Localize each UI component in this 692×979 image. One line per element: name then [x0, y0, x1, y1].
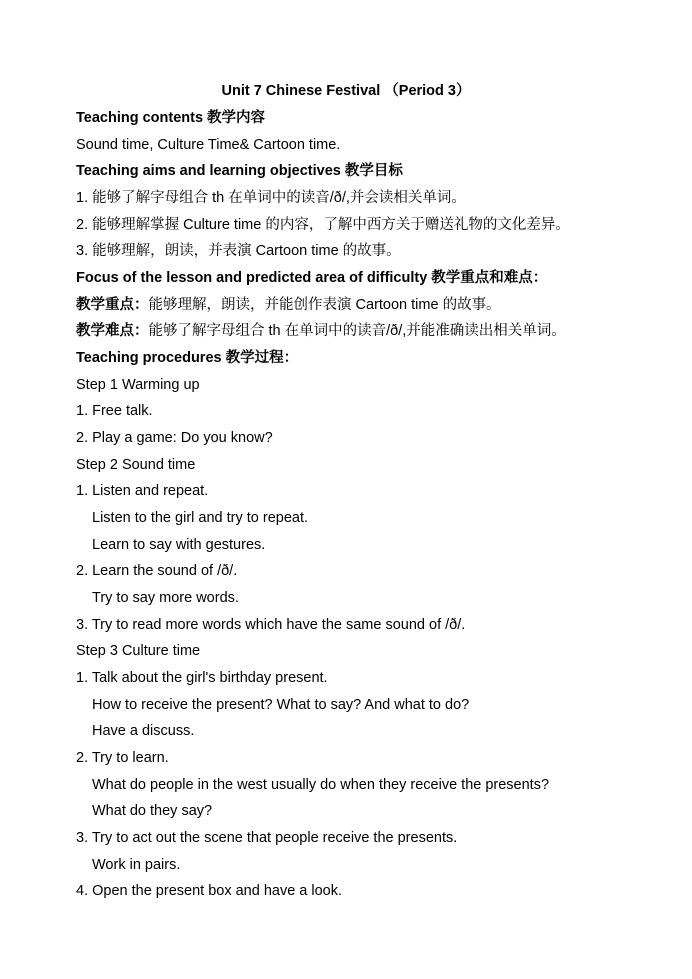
contents-text: Sound time, Culture Time& Cartoon time. [76, 137, 341, 153]
focus-heading: Focus of the lesson and predicted area of difficulty 教学重点和难点： [76, 270, 548, 286]
aim-item: 2. 能够理解掌握 Culture time 的内容，了解中西方关于赠送礼物的文化差异。 [76, 217, 570, 233]
focus-key-point [76, 296, 501, 314]
procedure-item: 4. Open the present box and have a look. [76, 883, 343, 899]
procedure-subitem: How to receive the present? What to say? And what to do? [92, 697, 470, 713]
procedure-item: 2. Try to learn. [76, 750, 169, 766]
procedure-subitem: Have a discuss. [92, 723, 195, 739]
procedure-subitem: Try to say more words. [92, 590, 239, 606]
focus-difficulty-text: 能够了解字母组合 th 在单词中的读音/ð/,并能准确读出相关单词。 [148, 323, 566, 339]
procedure-subitem: What do people in the west usually do when they receive the presents? [92, 777, 550, 793]
page-title: Unit 7 Chinese Festival （Period 3） [221, 83, 471, 99]
contents-heading: Teaching contents 教学内容 [76, 110, 266, 126]
aim-item: 1. 能够了解字母组合 th 在单词中的读音/ð/,并会读相关单词。 [76, 190, 466, 206]
procedure-subitem: Work in pairs. [92, 857, 181, 873]
aim-item: 3. 能够理解，朗读，并表演 Cartoon time 的故事。 [76, 243, 401, 259]
procedure-item: 3. Try to act out the scene that people receive the presents. [76, 830, 458, 846]
procedures-heading: Teaching procedures 教学过程： [76, 350, 299, 366]
procedure-subitem: Listen to the girl and try to repeat. [92, 510, 309, 526]
procedure-subitem: Learn to say with gestures. [92, 537, 266, 553]
step-heading: Step 3 Culture time [76, 643, 201, 659]
aims-heading: Teaching aims and learning objectives 教学目标 [76, 163, 403, 179]
focus-key-label: 教学重点： [76, 297, 149, 313]
focus-difficulty-label: 教学难点： [76, 323, 149, 339]
procedure-item: 1. Listen and repeat. [76, 483, 209, 499]
focus-difficulty [76, 322, 566, 340]
procedure-item: 1. Talk about the girl's birthday present. [76, 670, 328, 686]
procedure-item: 2. Play a game: Do you know? [76, 430, 273, 446]
procedure-item: 3. Try to read more words which have the same sound of /ð/. [76, 617, 466, 633]
step-heading: Step 1 Warming up [76, 377, 200, 393]
procedure-subitem: What do they say? [92, 803, 213, 819]
procedure-item: 2. Learn the sound of /ð/. [76, 563, 238, 579]
step-heading: Step 2 Sound time [76, 457, 196, 473]
procedure-item: 1. Free talk. [76, 403, 153, 419]
focus-key-text: 能够理解，朗读，并能创作表演 Cartoon time 的故事。 [148, 297, 501, 313]
